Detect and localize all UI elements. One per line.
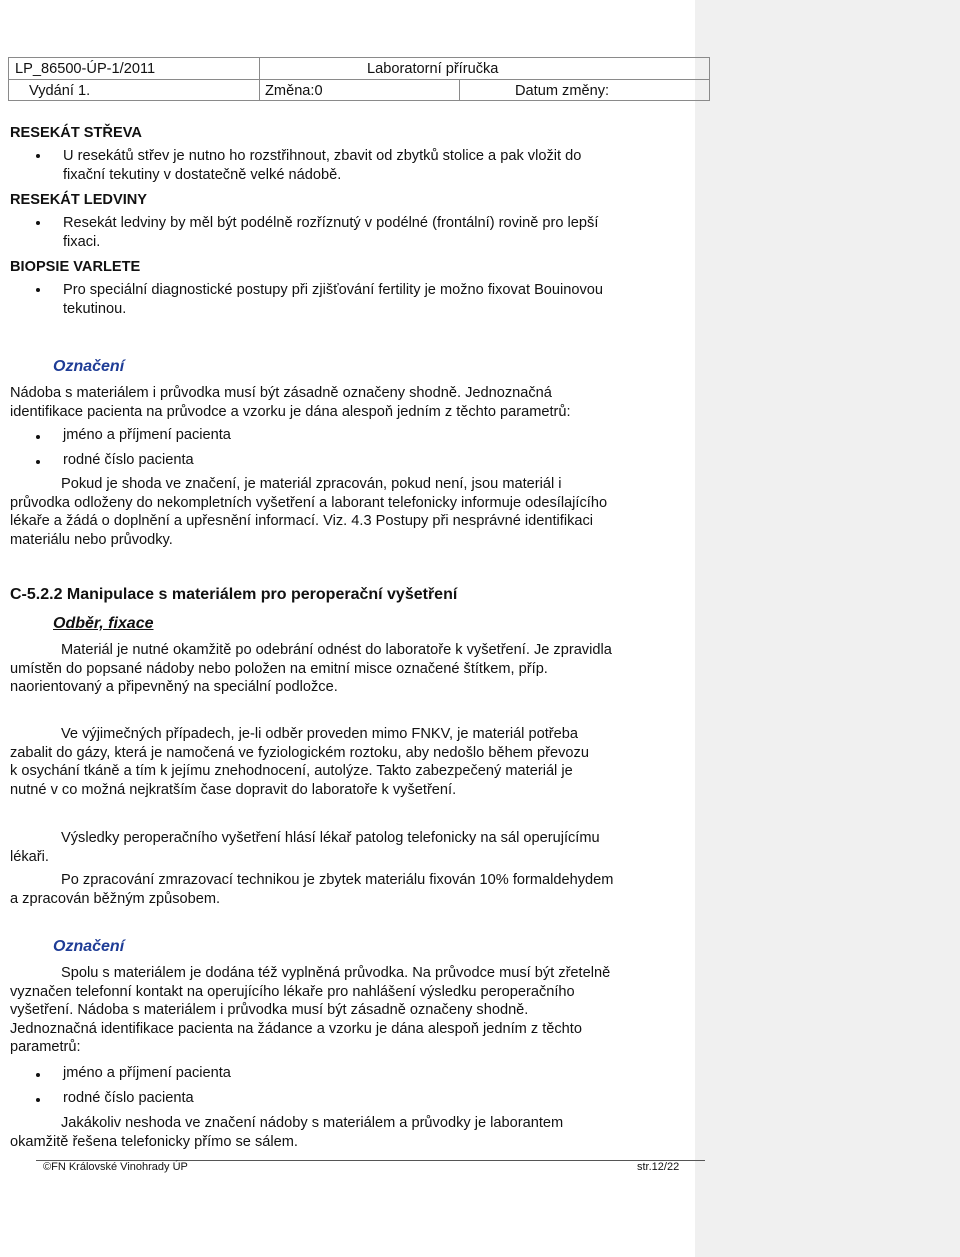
header-divider [259,58,260,79]
section-heading: C-5.2.2 Manipulace s materiálem pro peroperační vyšetření [10,586,458,603]
text-line: Materiál je nutné okamžitě po odebrání odnést do laboratoře k vyšetření. Je zpravidla [61,642,612,658]
paragraph [10,871,685,908]
document-header [8,57,710,101]
text-line: materiálu nebo průvodky. [10,531,173,548]
text-line: Výsledky peroperačního vyšetření hlásí lékař patolog telefonicky na sál operujícímu [61,830,600,846]
paragraph [10,725,685,799]
paragraph [10,829,685,866]
list-item: jméno a příjmení pacienta [63,1065,231,1081]
bullet [36,1098,40,1102]
text-line: Resekát ledviny by měl být podélně rozříznutý v podélné (frontální) rovině pro lepší [63,215,599,231]
text-line: fixační tekutiny v dostatečně velké nádobě. [63,166,342,183]
header-divider [459,80,460,100]
change-date: Datum změny: [515,83,610,99]
paragraph [10,964,685,1057]
paragraph [10,1114,685,1151]
text-line: zabalit do gázy, která je namočená ve fyziologickém roztoku, aby nedošlo během převozu [10,744,589,761]
text-line: Jednoznačná identifikace pacienta na žádance a vzorku je dána alespoň jedním z těchto [10,1020,582,1037]
header-row-1 [9,58,709,80]
paragraph [10,641,685,697]
bullet [36,288,40,292]
text-line: fixaci. [63,233,101,250]
bullet-text [63,147,685,184]
heading-resekat-streva: RESEKÁT STŘEVA [10,125,142,141]
list-item: rodné číslo pacienta [63,452,194,468]
text-line: U resekátů střev je nutno ho rozstřihnout, zbavit od zbytků stolice a pak vložit do [63,148,582,164]
text-line: průvodka odloženy do nekompletních vyšetření a laborant telefonicky informuje odesílajícího [10,494,608,511]
change: Změna:0 [265,83,323,99]
list-item: rodné číslo pacienta [63,1090,194,1106]
bullet-text [63,281,685,318]
bullet [36,221,40,225]
edition: Vydání 1. [29,83,91,99]
heading-oznaceni: Označení [53,358,125,375]
text-line: naorientovaný a připevněný na speciální podložce. [10,679,338,696]
heading-resekat-ledviny: RESEKÁT LEDVINY [10,192,148,208]
text-line: Po zpracování zmrazovací technikou je zbytek materiálu fixován 10% formaldehydem [61,872,614,888]
text-line: Spolu s materiálem je dodána též vyplněná průvodka. Na průvodce musí být zřetelně [61,965,611,981]
text-line: umístěn do popsané nádoby nebo položen na emitní misce označené štítkem, příp. [10,660,548,677]
text-line: lékaři. [10,848,49,865]
header-divider [259,80,260,100]
header-row-2 [9,80,709,100]
doc-id: LP_86500-ÚP-1/2011 [15,61,156,77]
text-line: Pro speciální diagnostické postupy při zjišťování fertility je možno fixovat Bouinovou [63,282,604,298]
comment-pane [695,0,960,1257]
text-line: parametrů: [10,1039,81,1056]
footer-page-number: str.12/22 [637,1161,680,1173]
text-line: identifikace pacienta na průvodce a vzorku je dána alespoň jedním z těchto parametrů: [10,403,571,420]
doc-title: Laboratorní příručka [367,61,499,77]
text-line: lékaře a žádá o doplnění a upřesnění informací. Viz. 4.3 Postupy při nesprávné identifikaci [10,513,594,530]
paragraph [10,475,685,549]
bullet [36,1073,40,1077]
text-line: Ve výjimečných případech, je-li odběr proveden mimo FNKV, je materiál potřeba [61,726,578,742]
text-line: okamžitě řešena telefonicky přímo se sálem. [10,1133,298,1150]
heading-oznaceni: Označení [53,938,125,955]
bullet [36,435,40,439]
text-line: a zpracován běžným způsobem. [10,890,221,907]
text-line: vyšetření. Nádoba s materiálem i průvodka musí být zásadně označeny shodně. [10,1002,529,1019]
bullet [36,154,40,158]
text-line: Pokud je shoda ve značení, je materiál zpracován, pokud není, jsou materiál i [61,476,562,492]
text-line: tekutinou. [63,300,127,317]
list-item: jméno a příjmení pacienta [63,427,231,443]
paragraph [10,384,685,421]
text-line: nutné v co možná nejkratším čase dopravit do laboratoře k vyšetření. [10,781,457,798]
footer-copyright: ©FN Královské Vinohrady ÚP [43,1161,188,1173]
text-line: Nádoba s materiálem i průvodka musí být zásadně označeny shodně. Jednoznačná [10,385,552,401]
bullet-text [63,214,685,251]
text-line: k osychání tkáně a tím k jejímu znehodnocení, autolýze. Takto zabezpečený materiál je [10,763,573,780]
heading-biopsie-varlete: BIOPSIE VARLETE [10,259,141,275]
text-line: Jakákoliv neshoda ve značení nádoby s materiálem a průvodky je laborantem [61,1115,564,1131]
text-line: vyznačen telefonní kontakt na operujícího lékaře pro nahlášení výsledku peroperačního [10,983,575,1000]
subheading-odber-fixace: Odběr, fixace [53,615,154,632]
bullet [36,460,40,464]
